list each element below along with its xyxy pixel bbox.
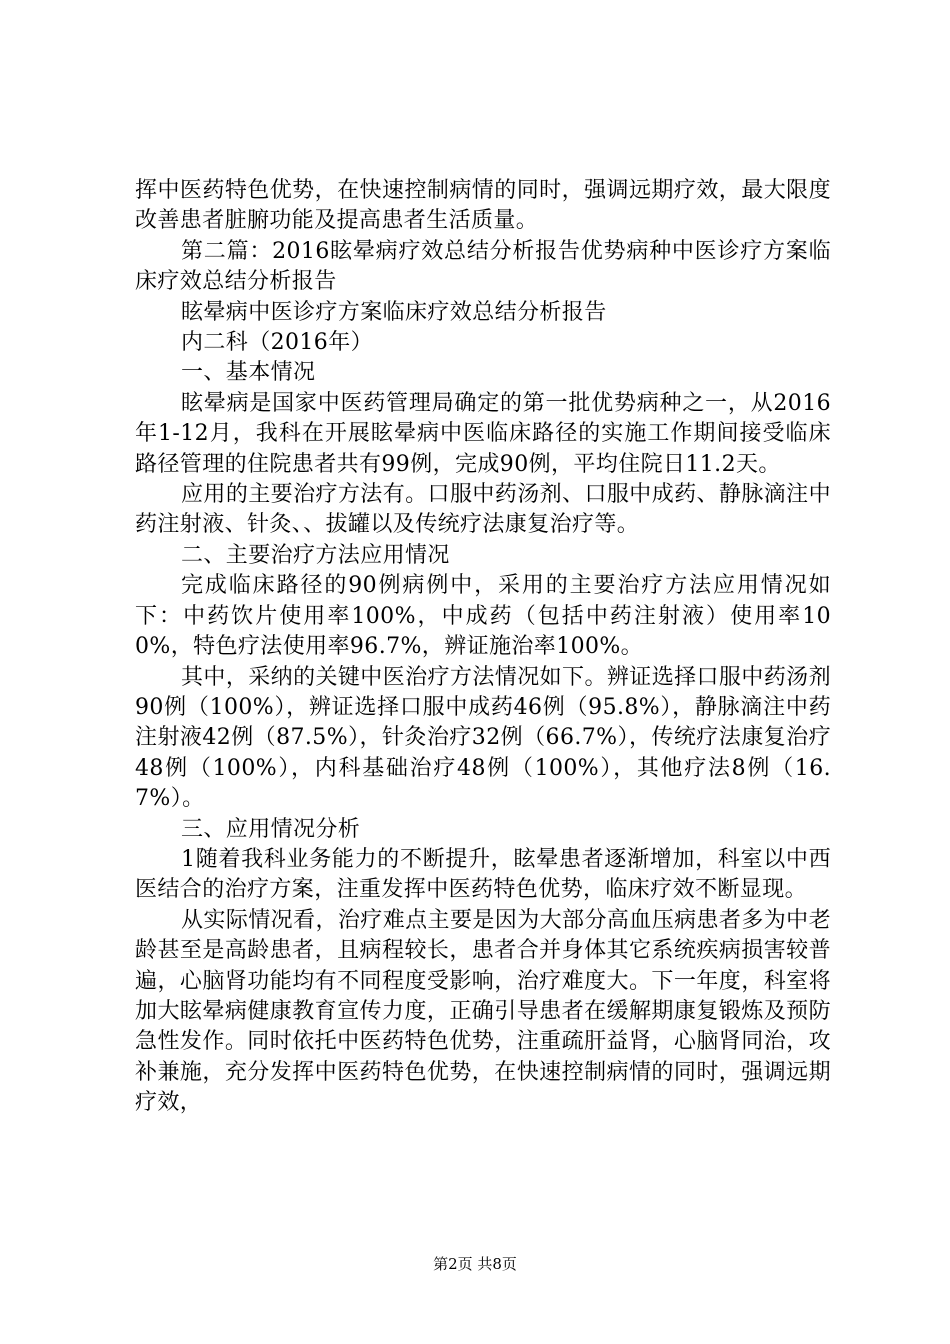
paragraph-analysis-2: 从实际情况看，治疗难点主要是因为大部分高血压病患者多为中老龄甚至是高龄患者，且病程较长，患者合并身体其它系统疾病损害较普遍，心脑肾功能均有不同程度受影响，治疗难度大。下一年度，科室将加大眩晕病健康教育宣传力度，正确引导患者在缓解期康复锻炼及预防急性发作。同时依托中医药特色优势，注重疏肝益肾，心脑肾同治，攻补兼施，充分发挥中医药特色优势，在快速控制病情的同时，强调远期疗效， — [135, 907, 831, 1116]
paragraph-basic-info: 眩晕病是国家中医药管理局确定的第一批优势病种之一，从2016年1-12月，我科在开展眩晕病中医临床路径的实施工作期间接受临床路径管理的住院患者共有99例，完成90例，平均住院日11.2天。 — [135, 390, 831, 477]
document-body — [135, 176, 831, 1119]
paragraph-main-methods: 应用的主要治疗方法有。口服中药汤剂、口服中成药、静脉滴注中药注射液、针灸、、拔罐以及传统疗法康复治疗等。 — [135, 482, 831, 538]
paragraph-report-title: 眩晕病中医诊疗方案临床疗效总结分析报告 — [181, 299, 607, 325]
paragraph-analysis-1: 1随着我科业务能力的不断提升，眩晕患者逐渐增加，科室以中西医结合的治疗方案，注重发挥中医药特色优势，临床疗效不断显现。 — [135, 846, 831, 903]
paragraph-usage-rates: 完成临床路径的90例病例中，采用的主要治疗方法应用情况如下：中药饮片使用率100%，中成药（包括中药注射液）使用率100%，特色疗法使用率96.7%，辨证施治率100%。 — [135, 573, 831, 660]
paragraph-department: 内二科（2016年） — [181, 330, 373, 356]
heading-usage-analysis: 三、应用情况分析 — [181, 816, 361, 842]
paragraph-continuation: 挥中医药特色优势，在快速控制病情的同时，强调远期疗效，最大限度改善患者脏腑功能及提高患者生活质量。 — [135, 178, 831, 234]
heading-basic-info: 一、基本情况 — [181, 360, 316, 386]
paragraph-key-methods: 其中，采纳的关键中医治疗方法情况如下。辨证选择口服中药汤剂90例（100%），辨证选择口服中成药46例（95.8%），静脉滴注中药注射液42例（87.5%），针灸治疗32例（66.7%），传统疗法康复治疗48例（100%），内科基础治疗48例（100%），其他疗法8例（16.7%）。 — [135, 664, 831, 812]
heading-method-usage: 二、主要治疗方法应用情况 — [181, 542, 450, 568]
paragraph-section-title: 第二篇：2016眩晕病疗效总结分析报告优势病种中医诊疗方案临床疗效总结分析报告 — [135, 238, 831, 295]
page-number-footer: 第2页 共8页 — [433, 1255, 517, 1273]
